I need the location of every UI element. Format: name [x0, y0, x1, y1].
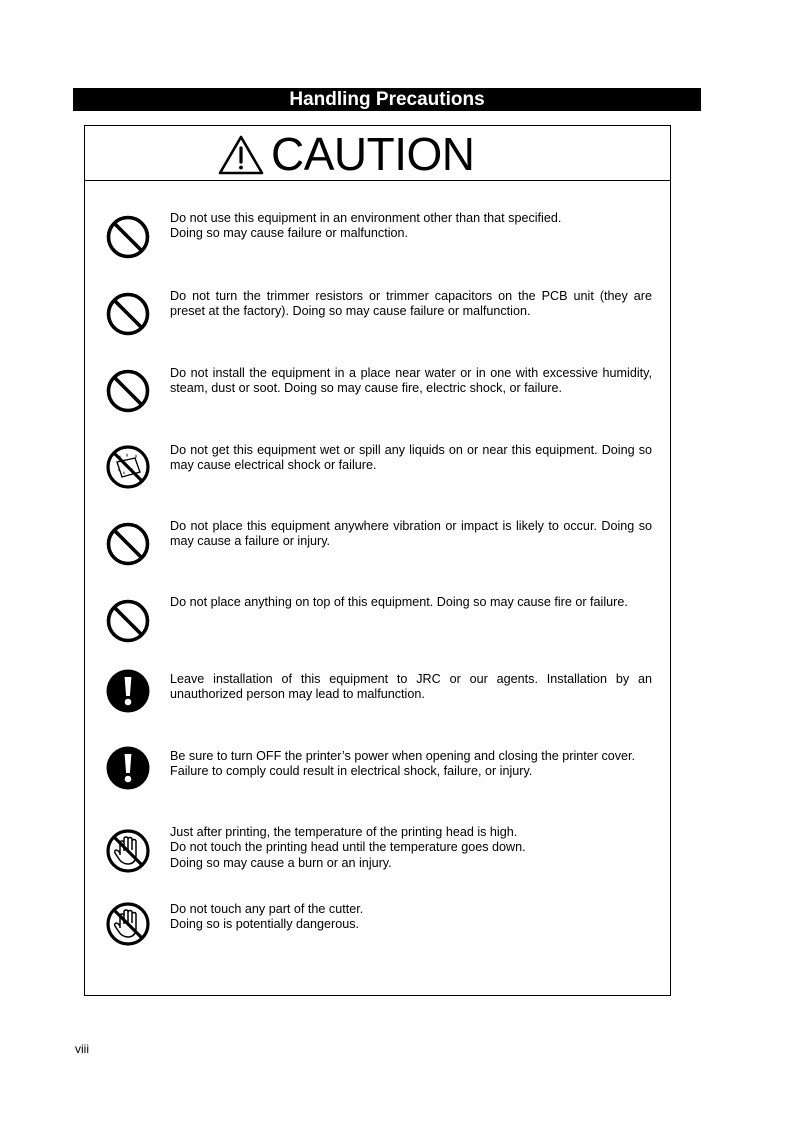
precaution-line: Doing so may cause a burn or an injury.: [170, 855, 392, 870]
precaution-line: Do not turn the trimmer resistors or trimmer capacitors on the PCB unit (they are preset at the factory). Doing so may cause failure or malfunction.: [170, 289, 652, 319]
prohibition-icon: [105, 214, 151, 260]
caution-header: [85, 126, 670, 181]
precaution-text: [170, 443, 652, 474]
mandatory-action-icon: [105, 668, 151, 714]
prohibition-icon: [105, 521, 151, 567]
prohibition-icon: [105, 291, 151, 337]
precaution-line: Just after printing, the temperature of the printing head is high.: [170, 825, 518, 839]
precaution-line: Do not use this equipment in an environment other than that specified.: [170, 211, 562, 225]
warning-triangle-icon: [217, 134, 265, 176]
precaution-text: [170, 519, 652, 550]
section-title-bar: [73, 88, 701, 111]
precaution-text: [170, 825, 652, 871]
precaution-line: Doing so is potentially dangerous.: [170, 917, 360, 932]
precaution-text: [170, 902, 652, 933]
no-wet-icon: [105, 444, 151, 490]
precaution-text: [170, 749, 652, 780]
no-touch-icon: [105, 901, 151, 947]
precaution-line: Leave installation of this equipment to JRC or our agents. Installation by an unauthorized person may lead to malfunction.: [170, 672, 652, 702]
mandatory-action-icon: [105, 745, 151, 791]
precaution-text: [170, 595, 652, 610]
page-number: viii: [75, 1042, 89, 1056]
precaution-line: Failure to comply could result in electrical shock, failure, or injury.: [170, 764, 533, 779]
precaution-text: [170, 366, 652, 397]
precaution-line: Doing so may cause failure or malfunction.: [170, 226, 408, 241]
caution-box: [84, 125, 671, 996]
precaution-line: Do not touch any part of the cutter.: [170, 902, 364, 916]
no-touch-icon: [105, 828, 151, 874]
precaution-text: [170, 672, 652, 703]
prohibition-icon: [105, 598, 151, 644]
precaution-line: Be sure to turn OFF the printer’s power when opening and closing the printer cover.: [170, 749, 636, 763]
precaution-line: Do not touch the printing head until the temperature goes down.: [170, 840, 526, 855]
section-title: Handling Precautions: [289, 89, 485, 110]
caution-title: CAUTION: [271, 128, 475, 180]
precaution-line: Do not place anything on top of this equipment. Doing so may cause fire or failure.: [170, 595, 628, 609]
prohibition-icon: [105, 368, 151, 414]
precaution-line: Do not install the equipment in a place near water or in one with excessive humidity, steam, dust or soot. Doing so may cause fire, electric shock, or failure.: [170, 366, 652, 396]
precaution-text: [170, 289, 652, 320]
precaution-line: Do not place this equipment anywhere vibration or impact is likely to occur. Doing so may cause a failure or injury.: [170, 519, 652, 549]
precaution-line: Do not get this equipment wet or spill any liquids on or near this equipment. Doing so may cause electrical shock or failure.: [170, 443, 652, 473]
precaution-text: [170, 211, 652, 242]
